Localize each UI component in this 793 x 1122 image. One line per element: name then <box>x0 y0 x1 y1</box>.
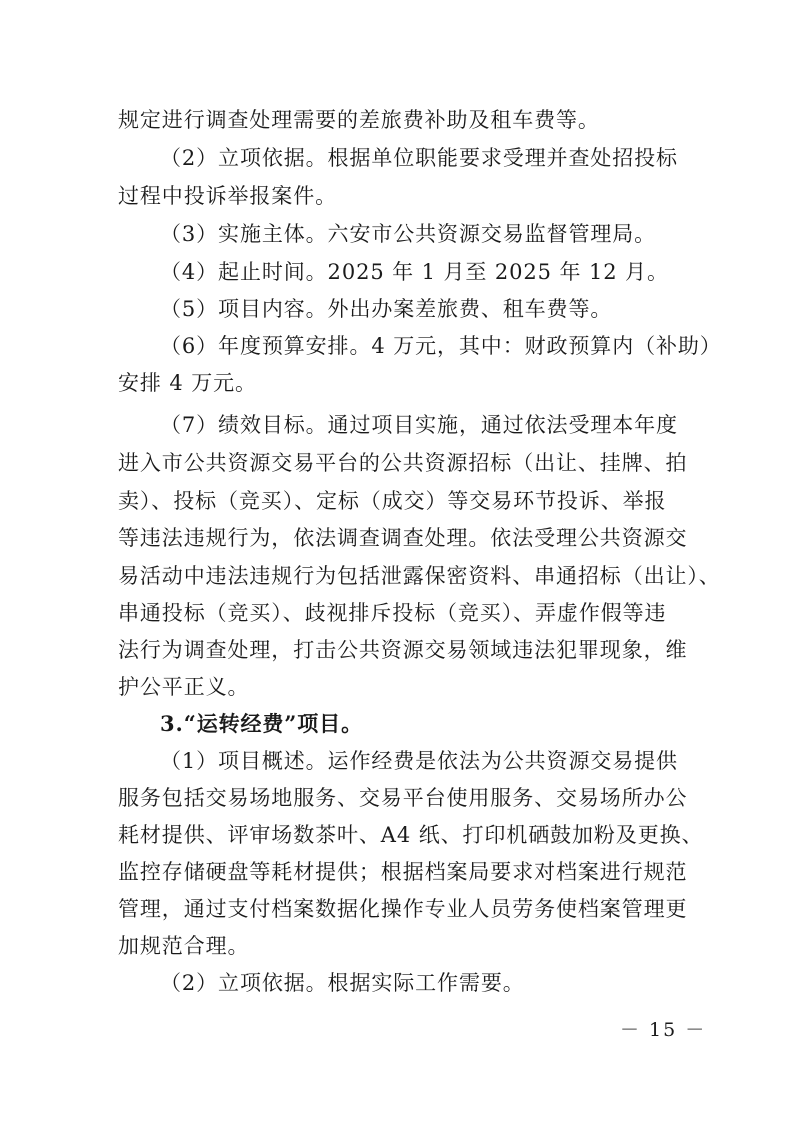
paragraph-line: 卖）、投标（竞买）、定标（成交）等交易环节投诉、举报 <box>118 489 667 513</box>
paragraph-line: 加规范合理。 <box>118 934 250 958</box>
paragraph-line: （1）项目概述。运作经费是依法为公共资源交易提供 <box>160 749 678 773</box>
paragraph-line: 耗材提供、评审场数茶叶、A4 纸、打印机硒鼓加粉及更换、 <box>118 823 704 847</box>
paragraph-line: 法行为调查处理，打击公共资源交易领域违法犯罪现象，维 <box>118 638 688 662</box>
paragraph-line: （2）立项依据。根据单位职能要求受理并查处招投标 <box>160 146 678 170</box>
section-heading: 3.“运转经费”项目。 <box>160 711 363 736</box>
paragraph-line: 规定进行调查处理需要的差旅费补助及租车费等。 <box>118 108 600 132</box>
paragraph-line: 服务包括交易场地服务、交易平台使用服务、交易场所办公 <box>118 786 688 810</box>
paragraph-line: 易活动中违法违规行为包括泄露保密资料、串通招标（出让）、 <box>118 564 721 588</box>
paragraph-line: 进入市公共资源交易平台的公共资源招标（出让、挂牌、拍 <box>118 451 688 475</box>
paragraph-line: 串通投标（竞买）、歧视排斥投标（竞买）、弄虚作假等违 <box>118 601 667 625</box>
paragraph-line: 等违法违规行为，依法调查调查处理。依法受理公共资源交 <box>118 526 688 550</box>
paragraph-line: 管理，通过支付档案数据化操作专业人员劳务使档案管理更 <box>118 897 688 921</box>
paragraph-line: 监控存储硬盘等耗材提供；根据档案局要求对档案进行规范 <box>118 860 688 884</box>
paragraph-line: （5）项目内容。外出办案差旅费、租车费等。 <box>160 297 613 321</box>
paragraph-line: 安排 4 万元。 <box>118 371 257 395</box>
paragraph-line: 过程中投诉举报案件。 <box>118 184 337 208</box>
paragraph-line: （3）实施主体。六安市公共资源交易监督管理局。 <box>160 222 657 246</box>
paragraph-line: （7）绩效目标。通过项目实施，通过依法受理本年度 <box>160 413 678 437</box>
page-number: － 15 － <box>620 1019 707 1041</box>
paragraph-line: （6）年度预算安排。4 万元，其中：财政预算内（补助） <box>160 334 722 358</box>
paragraph-line: 护公平正义。 <box>118 675 250 699</box>
paragraph-line: （4）起止时间。2025 年 1 月至 2025 年 12 月。 <box>160 260 669 284</box>
paragraph-line: （2）立项依据。根据实际工作需要。 <box>160 971 525 995</box>
